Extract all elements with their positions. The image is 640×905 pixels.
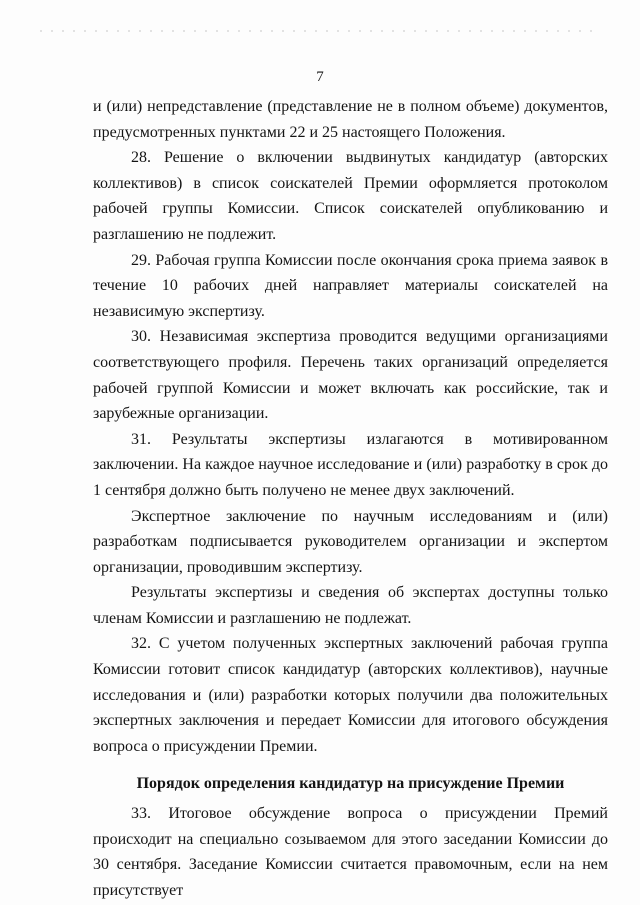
paragraph-32: 32. С учетом полученных экспертных заключений рабочая группа Комиссии готовит список кандидатур (авторских коллективов), научные исследования и (или) разработки которых получили два положительных экспертных заключения и передает Комиссии для итогового обсуждения вопроса о присуждении Премии.	[93, 635, 608, 755]
paragraph-expert-conclusion: Экспертное заключение по научным исследованиям и (или) разработкам подписывается руководителем организации и экспертом организации, проводившим экспертизу.	[93, 507, 608, 576]
page-number: 7	[316, 69, 324, 85]
section-heading: Порядок определения кандидатур на присуждение Премии	[136, 775, 565, 793]
paragraph-28: 28. Решение о включении выдвинутых кандидатур (авторских коллективов) в список соискателей Премии оформляется протоколом рабочей группы Комиссии. Список соискателей опубликованию и разглашению не подлежит.	[93, 149, 608, 243]
paragraph-continuation: и (или) непредставление (представление не в полном объеме) документов, предусмотренных пунктами 22 и 25 настоящего Положения.	[93, 98, 608, 141]
document-body	[93, 94, 608, 903]
paragraph-expertise-results: Результаты экспертизы и сведения об экспертах доступны только членам Комиссии и разглашению не подлежат.	[93, 584, 608, 627]
paragraph-31: 31. Результаты экспертизы излагаются в мотивированном заключении. На каждое научное исследование и (или) разработку в срок до 1 сентября должно быть получено не менее двух заключений.	[93, 430, 608, 499]
paragraph-29: 29. Рабочая группа Комиссии после окончания срока приема заявок в течение 10 рабочих дней направляет материалы соискателей на независимую экспертизу.	[93, 251, 608, 320]
paragraph-30: 30. Независимая экспертиза проводится ведущими организациями соответствующего профиля. Перечень таких организаций определяется рабочей группой Комиссии и может включать как российские, так и зарубежные организации.	[93, 328, 608, 423]
scan-artifact-line	[40, 30, 600, 32]
paragraph-33: 33. Итоговое обсуждение вопроса о присуждении Премий происходит на специально созываемом для этого заседании Комиссии до 30 сентября. Заседание Комиссии считается правомочным, если на нем присутствует	[93, 805, 608, 899]
